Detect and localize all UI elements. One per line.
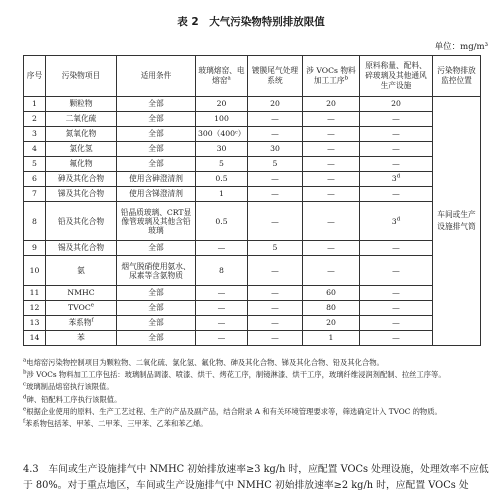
- cell-raw-material: —: [360, 187, 433, 202]
- cell-vocs-process: 20: [303, 97, 360, 112]
- table-row: [24, 157, 481, 172]
- table-row: [24, 301, 481, 316]
- cell-vocs-process: —: [303, 157, 360, 172]
- cell-glass-kiln: —: [196, 301, 248, 316]
- cell-coating-exhaust: 5: [248, 241, 303, 256]
- table-note: $^a$电熔窑污染物控制项目为颗粒物、二氧化硫、氯化氢、氟化物、砷及其化合物、锑及其化合物、铅及其化合物。: [23, 357, 384, 367]
- table-row: [24, 286, 481, 301]
- cell-coating-exhaust: 20: [248, 97, 303, 112]
- table-row: [24, 97, 481, 112]
- table-note: $^f$苯系物包括苯、甲苯、二甲苯、三甲苯、乙苯和苯乙烯。: [23, 418, 208, 429]
- cell-seq: 14: [24, 331, 46, 346]
- cell-glass-kiln: 0.5: [196, 202, 248, 241]
- cell-coating-exhaust: —: [248, 172, 303, 187]
- cell-seq: 1: [24, 97, 46, 112]
- cell-seq: 9: [24, 241, 46, 256]
- cell-raw-material: —: [360, 331, 433, 346]
- cell-pollutant: 氟化物: [46, 157, 117, 172]
- header-glass-kiln: 玻璃熔窑、电熔窑$^a$: [196, 56, 248, 97]
- cell-condition: 全部: [117, 142, 196, 157]
- clause-text: 车间或生产设施排气中 NMHC 初始排放速率≥3 kg/h 时，应配置 VOCs 处理设施，处理效率不应低于 80%。对于重点地区，车间或生产设施排气中 NMHC 初始排放速率≥2 kg/h 时，应配置 VOCs 处: [23, 464, 489, 491]
- cell-pollutant: 锑及其化合物: [46, 187, 117, 202]
- cell-glass-kiln: 100: [196, 112, 248, 127]
- cell-vocs-process: —: [303, 241, 360, 256]
- cell-raw-material: 3$^d$: [360, 172, 433, 187]
- cell-glass-kiln: 1: [196, 187, 248, 202]
- cell-condition: 全部: [117, 301, 196, 316]
- table-row: [24, 172, 481, 187]
- cell-raw-material: 3$^d$: [360, 202, 433, 241]
- cell-raw-material: —: [360, 112, 433, 127]
- table-row: [24, 127, 481, 142]
- cell-glass-kiln: —: [196, 331, 248, 346]
- cell-vocs-process: —: [303, 172, 360, 187]
- cell-pollutant: 氨: [46, 256, 117, 286]
- table-row: [24, 316, 481, 331]
- cell-condition: 全部: [117, 331, 196, 346]
- cell-glass-kiln: —: [196, 286, 248, 301]
- cell-condition: 铅晶质玻璃、CRT显像管玻璃及其他含铅玻璃: [117, 202, 196, 241]
- cell-glass-kiln: 30: [196, 142, 248, 157]
- cell-pollutant: 锡及其化合物: [46, 241, 117, 256]
- cell-vocs-process: 1: [303, 331, 360, 346]
- cell-condition: 全部: [117, 97, 196, 112]
- cell-condition: 全部: [117, 112, 196, 127]
- cell-glass-kiln: 20: [196, 97, 248, 112]
- cell-condition: 使用含砷澄清剂: [117, 172, 196, 187]
- cell-raw-material: —: [360, 241, 433, 256]
- cell-pollutant: 苯系物$^f$: [46, 316, 117, 331]
- cell-coating-exhaust: —: [248, 256, 303, 286]
- cell-vocs-process: —: [303, 112, 360, 127]
- table-header-row: [24, 56, 481, 97]
- clause-number: 4.3: [23, 464, 49, 475]
- emission-limits-table: [23, 55, 481, 346]
- cell-pollutant: TVOC$^e$: [46, 301, 117, 316]
- table-row: [24, 256, 481, 286]
- cell-vocs-process: 20: [303, 316, 360, 331]
- table-row: [24, 202, 481, 241]
- header-seq: 序号: [24, 56, 46, 97]
- cell-seq: 2: [24, 112, 46, 127]
- cell-coating-exhaust: —: [248, 202, 303, 241]
- table-note: $^c$玻璃制品熔窑执行该限值。: [23, 381, 114, 392]
- cell-pollutant: 氮氧化物: [46, 127, 117, 142]
- cell-vocs-process: —: [303, 142, 360, 157]
- header-monitor-position: 污染物排放监控位置: [433, 56, 481, 97]
- cell-condition: 全部: [117, 241, 196, 256]
- cell-glass-kiln: 5: [196, 157, 248, 172]
- cell-raw-material: —: [360, 157, 433, 172]
- cell-raw-material: —: [360, 142, 433, 157]
- table-notes: [23, 357, 493, 430]
- table-row: [24, 112, 481, 127]
- cell-condition: 全部: [117, 157, 196, 172]
- cell-vocs-process: —: [303, 256, 360, 286]
- unit-label: 单位：mg/m³: [434, 42, 488, 52]
- table-row: [24, 187, 481, 202]
- cell-condition: 烟气脱硝使用氨水、尿素等含氨物质: [117, 256, 196, 286]
- cell-glass-kiln: —: [196, 316, 248, 331]
- cell-vocs-process: —: [303, 127, 360, 142]
- cell-coating-exhaust: 5: [248, 157, 303, 172]
- table-note: $^d$砷、铅配料工序执行该限值。: [23, 394, 122, 404]
- header-pollutant: 污染物项目: [46, 56, 117, 97]
- header-condition: 适用条件: [117, 56, 196, 97]
- cell-glass-kiln: 8: [196, 256, 248, 286]
- cell-pollutant: NMHC: [46, 286, 117, 301]
- table-title: 表 2 大气污染物特别排放限值: [177, 16, 325, 28]
- cell-coating-exhaust: —: [248, 316, 303, 331]
- body-paragraph: [23, 462, 498, 494]
- cell-condition: 使用含锑澄清剂: [117, 187, 196, 202]
- cell-monitor-position: 车间或生产设施排气筒: [433, 97, 481, 346]
- cell-coating-exhaust: 30: [248, 142, 303, 157]
- cell-seq: 7: [24, 187, 46, 202]
- table-note: $^e$根据企业使用的原料、生产工艺过程、生产的产品及副产品，结合附录 A 和有关环境管理要求等，筛选确定计入 TVOC 的物质。: [23, 406, 442, 416]
- cell-seq: 11: [24, 286, 46, 301]
- cell-raw-material: 20: [360, 97, 433, 112]
- cell-vocs-process: —: [303, 202, 360, 241]
- cell-raw-material: —: [360, 256, 433, 286]
- cell-raw-material: —: [360, 286, 433, 301]
- cell-coating-exhaust: —: [248, 127, 303, 142]
- cell-seq: 6: [24, 172, 46, 187]
- cell-condition: 全部: [117, 316, 196, 331]
- cell-coating-exhaust: —: [248, 301, 303, 316]
- table-note: $^b$涉 VOCs 物料加工工序包括：玻璃制品调漆、喷漆、烘干、烤花工序，制镜淋漆、烘干工序，玻璃纤维浸润剂配制、拉丝工序等。: [23, 369, 446, 380]
- table-row: [24, 241, 481, 256]
- cell-raw-material: —: [360, 301, 433, 316]
- cell-vocs-process: 60: [303, 286, 360, 301]
- cell-glass-kiln: 300（400ᶜ）: [196, 127, 248, 142]
- header-vocs-process: 涉 VOCs 物料加工工序$^b$: [303, 56, 360, 97]
- cell-glass-kiln: —: [196, 241, 248, 256]
- cell-seq: 4: [24, 142, 46, 157]
- cell-seq: 3: [24, 127, 46, 142]
- cell-pollutant: 苯: [46, 331, 117, 346]
- cell-glass-kiln: 0.5: [196, 172, 248, 187]
- header-raw-material: 原料称量、配料、碎玻璃及其他通风生产设施: [360, 56, 433, 97]
- cell-condition: 全部: [117, 127, 196, 142]
- cell-pollutant: 氯化氢: [46, 142, 117, 157]
- cell-coating-exhaust: —: [248, 331, 303, 346]
- cell-seq: 8: [24, 202, 46, 241]
- header-coating-exhaust: 镀膜尾气处理系统: [248, 56, 303, 97]
- cell-pollutant: 二氧化硫: [46, 112, 117, 127]
- cell-raw-material: —: [360, 316, 433, 331]
- cell-vocs-process: 80: [303, 301, 360, 316]
- cell-seq: 5: [24, 157, 46, 172]
- cell-vocs-process: —: [303, 187, 360, 202]
- cell-coating-exhaust: —: [248, 187, 303, 202]
- cell-coating-exhaust: —: [248, 112, 303, 127]
- cell-seq: 12: [24, 301, 46, 316]
- table-row: [24, 331, 481, 346]
- cell-condition: 全部: [117, 286, 196, 301]
- cell-seq: 10: [24, 256, 46, 286]
- cell-coating-exhaust: —: [248, 286, 303, 301]
- table-row: [24, 142, 481, 157]
- cell-raw-material: —: [360, 127, 433, 142]
- cell-pollutant: 砷及其化合物: [46, 172, 117, 187]
- cell-seq: 13: [24, 316, 46, 331]
- cell-pollutant: 颗粒物: [46, 97, 117, 112]
- cell-pollutant: 铅及其化合物: [46, 202, 117, 241]
